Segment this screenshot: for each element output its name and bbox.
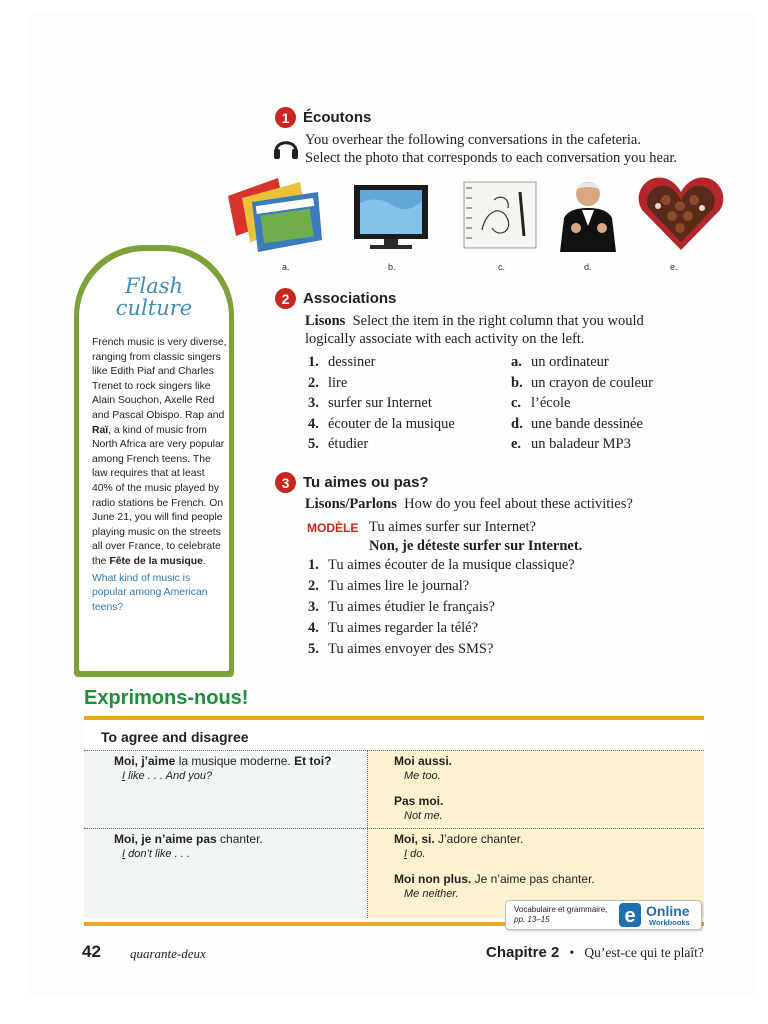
exprimons-heading: To agree and disagree xyxy=(84,720,704,750)
expression-yes-i-do: Moi, si. J’adore chanter. xyxy=(394,832,524,846)
expression-me-neither: Moi non plus. Je n’aime pas chanter. xyxy=(394,872,595,886)
exprimons-title: Exprimons-nous! xyxy=(84,687,249,709)
modele-label: MODÈLE xyxy=(307,521,359,535)
section-3-instruction xyxy=(305,495,633,513)
modele-question: Tu aimes surfer sur Internet? xyxy=(369,519,536,535)
section-3-instruction-text: How do you feel about these activities? xyxy=(404,496,633,512)
expression-i-like: Moi, j’aime la musique moderne. Et toi? xyxy=(114,754,332,768)
section-title: Écoutons xyxy=(303,109,372,126)
list-item: d. une bande dessinée xyxy=(511,416,643,432)
chocolate-box-photo xyxy=(636,172,726,254)
e-logo-icon xyxy=(618,902,642,928)
exprimons-box xyxy=(84,716,704,926)
section-2-line-2: logically associate with each activity on the left. xyxy=(305,331,585,347)
translation: I like . . . And you? xyxy=(122,770,213,782)
page-number: 42 xyxy=(82,942,101,961)
chapter-footer xyxy=(486,944,704,961)
divider xyxy=(84,828,704,829)
photo-label-e: e. xyxy=(670,262,678,272)
section-3-header xyxy=(275,472,429,493)
online-brand: Online xyxy=(646,903,690,919)
expression-not-me: Pas moi. xyxy=(394,794,444,808)
list-item: 2. lire xyxy=(308,375,348,391)
section-2-header xyxy=(275,288,396,309)
list-item: 3. Tu aimes étudier le français? xyxy=(308,599,495,615)
list-item: c. l’école xyxy=(511,395,571,411)
online-reference: Vocabulaire et grammaire, pp. 13–15 xyxy=(514,905,608,924)
expression-me-too: Moi aussi. xyxy=(394,754,453,768)
list-item: 1. Tu aimes écouter de la musique classique? xyxy=(308,557,575,573)
magazines-photo xyxy=(222,172,324,254)
translation: I don’t like . . . xyxy=(122,848,190,860)
photo-label-a: a. xyxy=(282,262,290,272)
flash-culture-inner xyxy=(79,251,229,671)
section-number-badge: 1 xyxy=(275,107,296,128)
online-workbooks-link[interactable] xyxy=(505,900,702,930)
photo-label-b: b. xyxy=(388,262,396,272)
list-item: 5. étudier xyxy=(308,436,369,452)
translation: Me neither. xyxy=(404,888,459,900)
section-1-line-2: Select the photo that corresponds to each conversation you hear. xyxy=(305,150,678,166)
list-item: a. un ordinateur xyxy=(511,354,609,370)
sketchbook-photo xyxy=(462,180,538,250)
list-item: e. un baladeur MP3 xyxy=(511,436,631,452)
page-number-word: quarante-deux xyxy=(130,946,206,961)
online-sub: Workbooks xyxy=(649,918,690,927)
divider xyxy=(84,750,704,751)
section-2-lead: Lisons xyxy=(305,313,346,329)
list-item: 5. Tu aimes envoyer des SMS? xyxy=(308,641,494,657)
list-item: 3. surfer sur Internet xyxy=(308,395,432,411)
section-2-line-1: Select the item in the right column that you would xyxy=(352,313,644,329)
translation: Not me. xyxy=(404,810,443,822)
expression-i-dont-like: Moi, je n’aime pas chanter. xyxy=(114,832,263,846)
section-title: Tu aimes ou pas? xyxy=(303,474,429,491)
footer-separator: • xyxy=(569,945,575,960)
section-number-badge: 3 xyxy=(275,472,296,493)
section-title: Associations xyxy=(303,290,397,307)
flash-title-line-2: culture xyxy=(115,296,193,320)
headphones-icon xyxy=(272,134,300,162)
flash-culture-text: French music is very diverse, ranging from classic singers like Edith Piaf and Charles Trenet to rock singers like Alain Souchon, Axelle Red and Pascal Obispo. Rap and Raï, a kind of music from North Africa are very popular among French teens. The law requires that at least 40% of the music played by radio stations be French. On June 21, you will find people playing music on the streets all over France, to celebrate the Fête de la musique. What kind of music is popular among American teens? xyxy=(92,336,227,615)
list-item: 1. dessiner xyxy=(308,354,376,370)
flash-title-line-1: Flash xyxy=(124,274,184,298)
list-item: 2. Tu aimes lire le journal? xyxy=(308,578,470,594)
chapter-label: Chapitre 2 xyxy=(486,944,560,961)
section-3-lead: Lisons/Parlons xyxy=(305,496,397,512)
flash-culture-question: What kind of music is popular among American teens? xyxy=(92,572,208,613)
flash-culture-title xyxy=(79,275,229,319)
divider xyxy=(367,750,368,918)
translation: I do. xyxy=(404,848,426,860)
translation: Me too. xyxy=(404,770,441,782)
chapter-title: Qu’est-ce qui te plaît? xyxy=(584,945,704,960)
photo-label-d: d. xyxy=(584,262,592,272)
section-1-line-1: You overhear the following conversations in the cafeteria. xyxy=(305,132,641,148)
television-photo xyxy=(352,183,430,251)
photo-label-c: c. xyxy=(498,262,506,272)
conductor-photo xyxy=(554,176,622,252)
list-item: 4. écouter de la musique xyxy=(308,416,455,432)
svg-text:e: e xyxy=(624,905,636,927)
list-item: b. un crayon de couleur xyxy=(511,375,653,391)
list-item: 4. Tu aimes regarder la télé? xyxy=(308,620,479,636)
flash-culture-panel xyxy=(74,245,234,677)
section-1-header xyxy=(275,107,371,128)
section-number-badge: 2 xyxy=(275,288,296,309)
modele-answer: Non, je déteste surfer sur Internet. xyxy=(369,538,583,554)
section-2-instruction xyxy=(305,312,644,330)
